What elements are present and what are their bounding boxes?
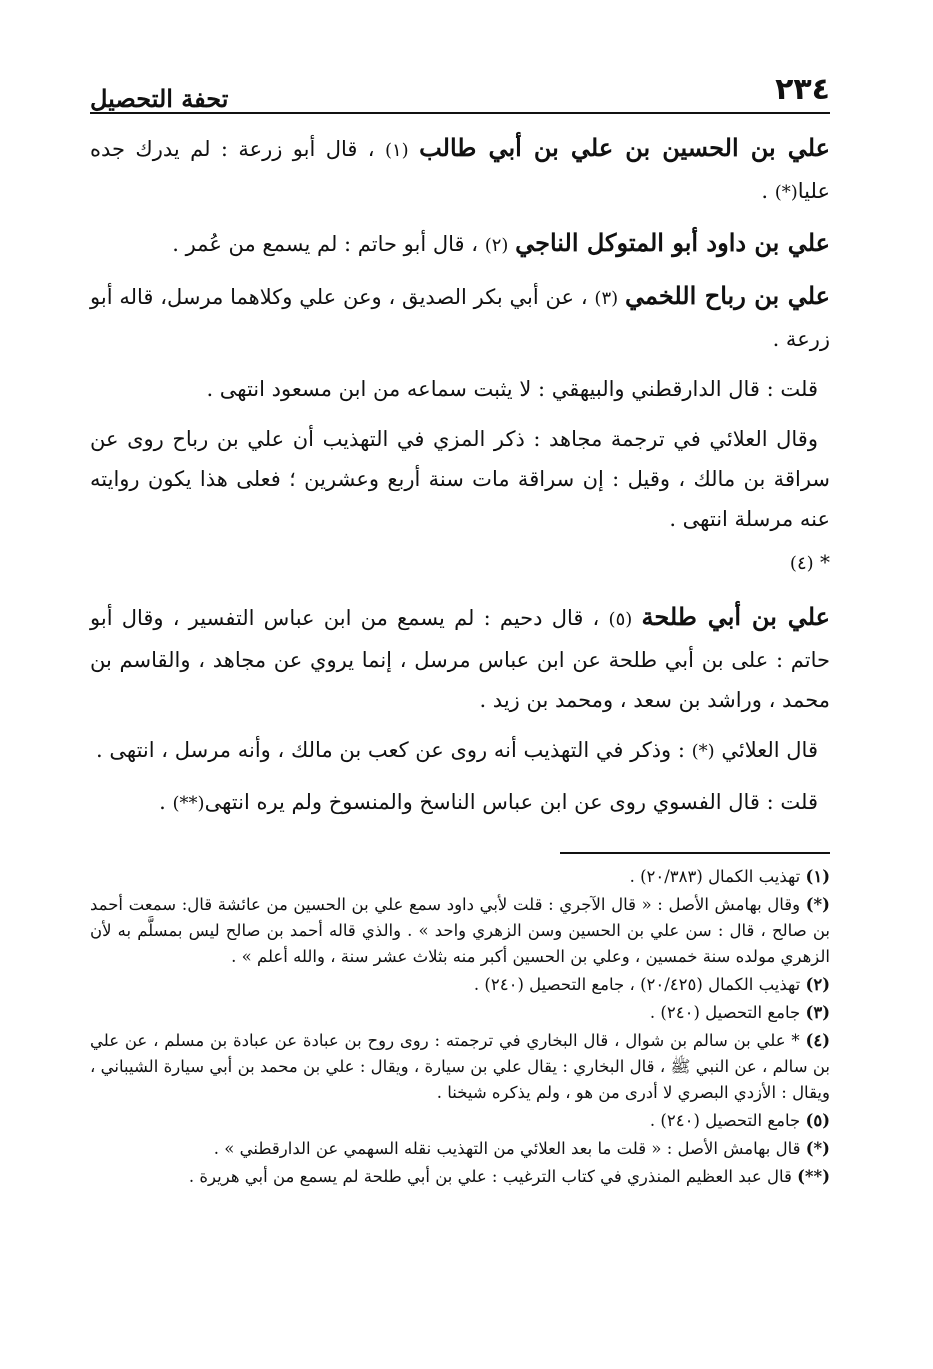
running-title: تحفة التحصيل: [90, 84, 229, 113]
footnote: [90, 1108, 830, 1134]
footnote-ref[interactable]: (٣): [594, 288, 619, 309]
entry-text: ، عن أبي بكر الصديق ، وعن علي وكلاهما مرسل، قاله أبو زرعة .: [90, 285, 830, 351]
entry-name: علي بن أبي طلحة: [641, 602, 830, 631]
footnote: [90, 864, 830, 890]
footnote: [90, 1000, 830, 1026]
footnote-marker: (*): [805, 1139, 830, 1158]
footnote-text: تهذيب الكمال (٢٠/٣٨٣) .: [629, 867, 801, 886]
entry-ali-ibn-abi-talha: [90, 597, 830, 720]
entry-ali-ibn-rabah: [90, 276, 830, 359]
entry-ali-ibn-dawud: [90, 223, 830, 266]
entry-ali-ibn-al-husayn: [90, 128, 830, 213]
paragraph-start: قال العلائي: [721, 738, 818, 762]
footnote-text: قال عبد العظيم المنذري في كتاب الترغيب : علي بن أبي طلحة لم يسمع من أبي هريرة .: [188, 1167, 792, 1186]
paragraph-end: .: [159, 790, 166, 814]
entry-text: ، قال أبو زرعة : لم يدرك جده عليا: [90, 137, 830, 203]
paragraph-text: قلت : قال الفسوي روى عن ابن عباس الناسخ والمنسوخ ولم يره انتهى: [204, 790, 818, 814]
entry-name: علي بن داود أبو المتوكل الناجي: [515, 228, 830, 257]
page: [90, 60, 830, 1192]
star-mark: *: [820, 550, 830, 574]
footnote-ref[interactable]: (١): [384, 140, 409, 161]
footnote-text: تهذيب الكمال (٢٠/٤٢٥) ، جامع التحصيل (٢٤٠) .: [473, 975, 801, 994]
page-number: ٢٣٤: [775, 72, 830, 107]
footnote: [90, 972, 830, 998]
paragraph-text: : وذكر في التهذيب أنه روى عن كعب بن مالك ، وأنه مرسل ، انتهى .: [96, 738, 685, 762]
footnote-marker: (**): [797, 1167, 830, 1186]
footnote-marker: (*): [805, 895, 830, 914]
entry-name: علي بن الحسين بن علي بن أبي طالب: [419, 133, 830, 162]
footnote-text: جامع التحصيل (٢٤٠) .: [649, 1003, 801, 1022]
footnote-marker: (٥): [805, 1111, 830, 1130]
alai-paragraph: [90, 730, 830, 772]
entry-text: ، قال أبو حاتم : لم يسمع من عُمر .: [172, 232, 479, 256]
page-header: [90, 60, 830, 114]
footnote-text: جامع التحصيل (٢٤٠) .: [649, 1111, 801, 1130]
entry-text: ، قال دحيم : لم يسمع من ابن عباس التفسير ، وقال أبو حاتم : على بن أبي طلحة عن ابن عباس مرسل ، إنما يروي عن مجاهد ، والقاسم بن محمد ، وراشد بن سعد ، ومحمد بن زيد .: [90, 606, 830, 712]
footnotes: [90, 864, 830, 1190]
fasawi-paragraph: [90, 782, 830, 824]
footnote-ref[interactable]: (*): [774, 182, 798, 203]
star-entry: [90, 545, 830, 581]
entry-name: علي بن رباح اللخمي: [624, 281, 830, 310]
main-text: [90, 128, 830, 824]
entry-end: .: [761, 179, 769, 203]
footnote-text: وقال بهامش الأصل : « قال الآجري : قلت لأبي داود سمع علي بن الحسين من عائشة قال: سمعت أحمد بن صالح ، قال : سن علي بن الحسين وسن الزهري واحد » . والذي قاله أحمد بن صالح ليس بمسلَّم به لأن الزهري مولده سنة خمسين ، وعلي بن الحسين أكبر منه بثلاث عشر سنة ، والله أعلم » .: [90, 895, 830, 966]
footnote-marker: (٣): [805, 1003, 830, 1022]
footnote-ref[interactable]: (٤): [789, 553, 814, 574]
footnote-ref[interactable]: (٢): [484, 235, 509, 256]
footnote-text: قال بهامش الأصل : « قلت ما بعد العلائي من التهذيب نقله السهمي عن الدارقطني » .: [213, 1139, 801, 1158]
footnote-divider: [560, 852, 830, 854]
note-paragraph: قلت : قال الدارقطني والبيهقي : لا يثبت سماعه من ابن مسعود انتهى .: [206, 377, 818, 401]
footnote-ref[interactable]: (**): [172, 793, 205, 814]
footnote: [90, 1136, 830, 1162]
alai-quote-paragraph: وقال العلائي في ترجمة مجاهد : ذكر المزي في التهذيب أن علي بن رباح روى عن سراقة بن مالك ، وقيل : إن سراقة مات سنة أربع وعشرين ؛ فعلى هذا يكون روايته عنه مرسلة انتهى .: [90, 427, 830, 531]
footnote-marker: (٢): [805, 975, 830, 994]
footnote: [90, 1164, 830, 1190]
footnote-marker: (٤): [805, 1031, 830, 1050]
footnote: [90, 892, 830, 970]
footnote-marker: (١): [805, 867, 830, 886]
footnote-ref[interactable]: (٥): [608, 609, 633, 630]
footnote: [90, 1028, 830, 1106]
footnote-text: * علي بن سالم بن شوال ، قال البخاري في ترجمته : روى روح بن عبادة عن عبادة بن مسلم ، عن علي بن سالم ، عن النبي ﷺ ، قال البخاري : يقال علي بن سيارة ، ويقال : علي بن محمد بن أبي سيارة الشيباني ، ويقال : الأزدي البصري لا أدرى من هو ، ولم يذكره شيخنا .: [90, 1031, 830, 1102]
footnote-ref[interactable]: (*): [691, 741, 715, 762]
